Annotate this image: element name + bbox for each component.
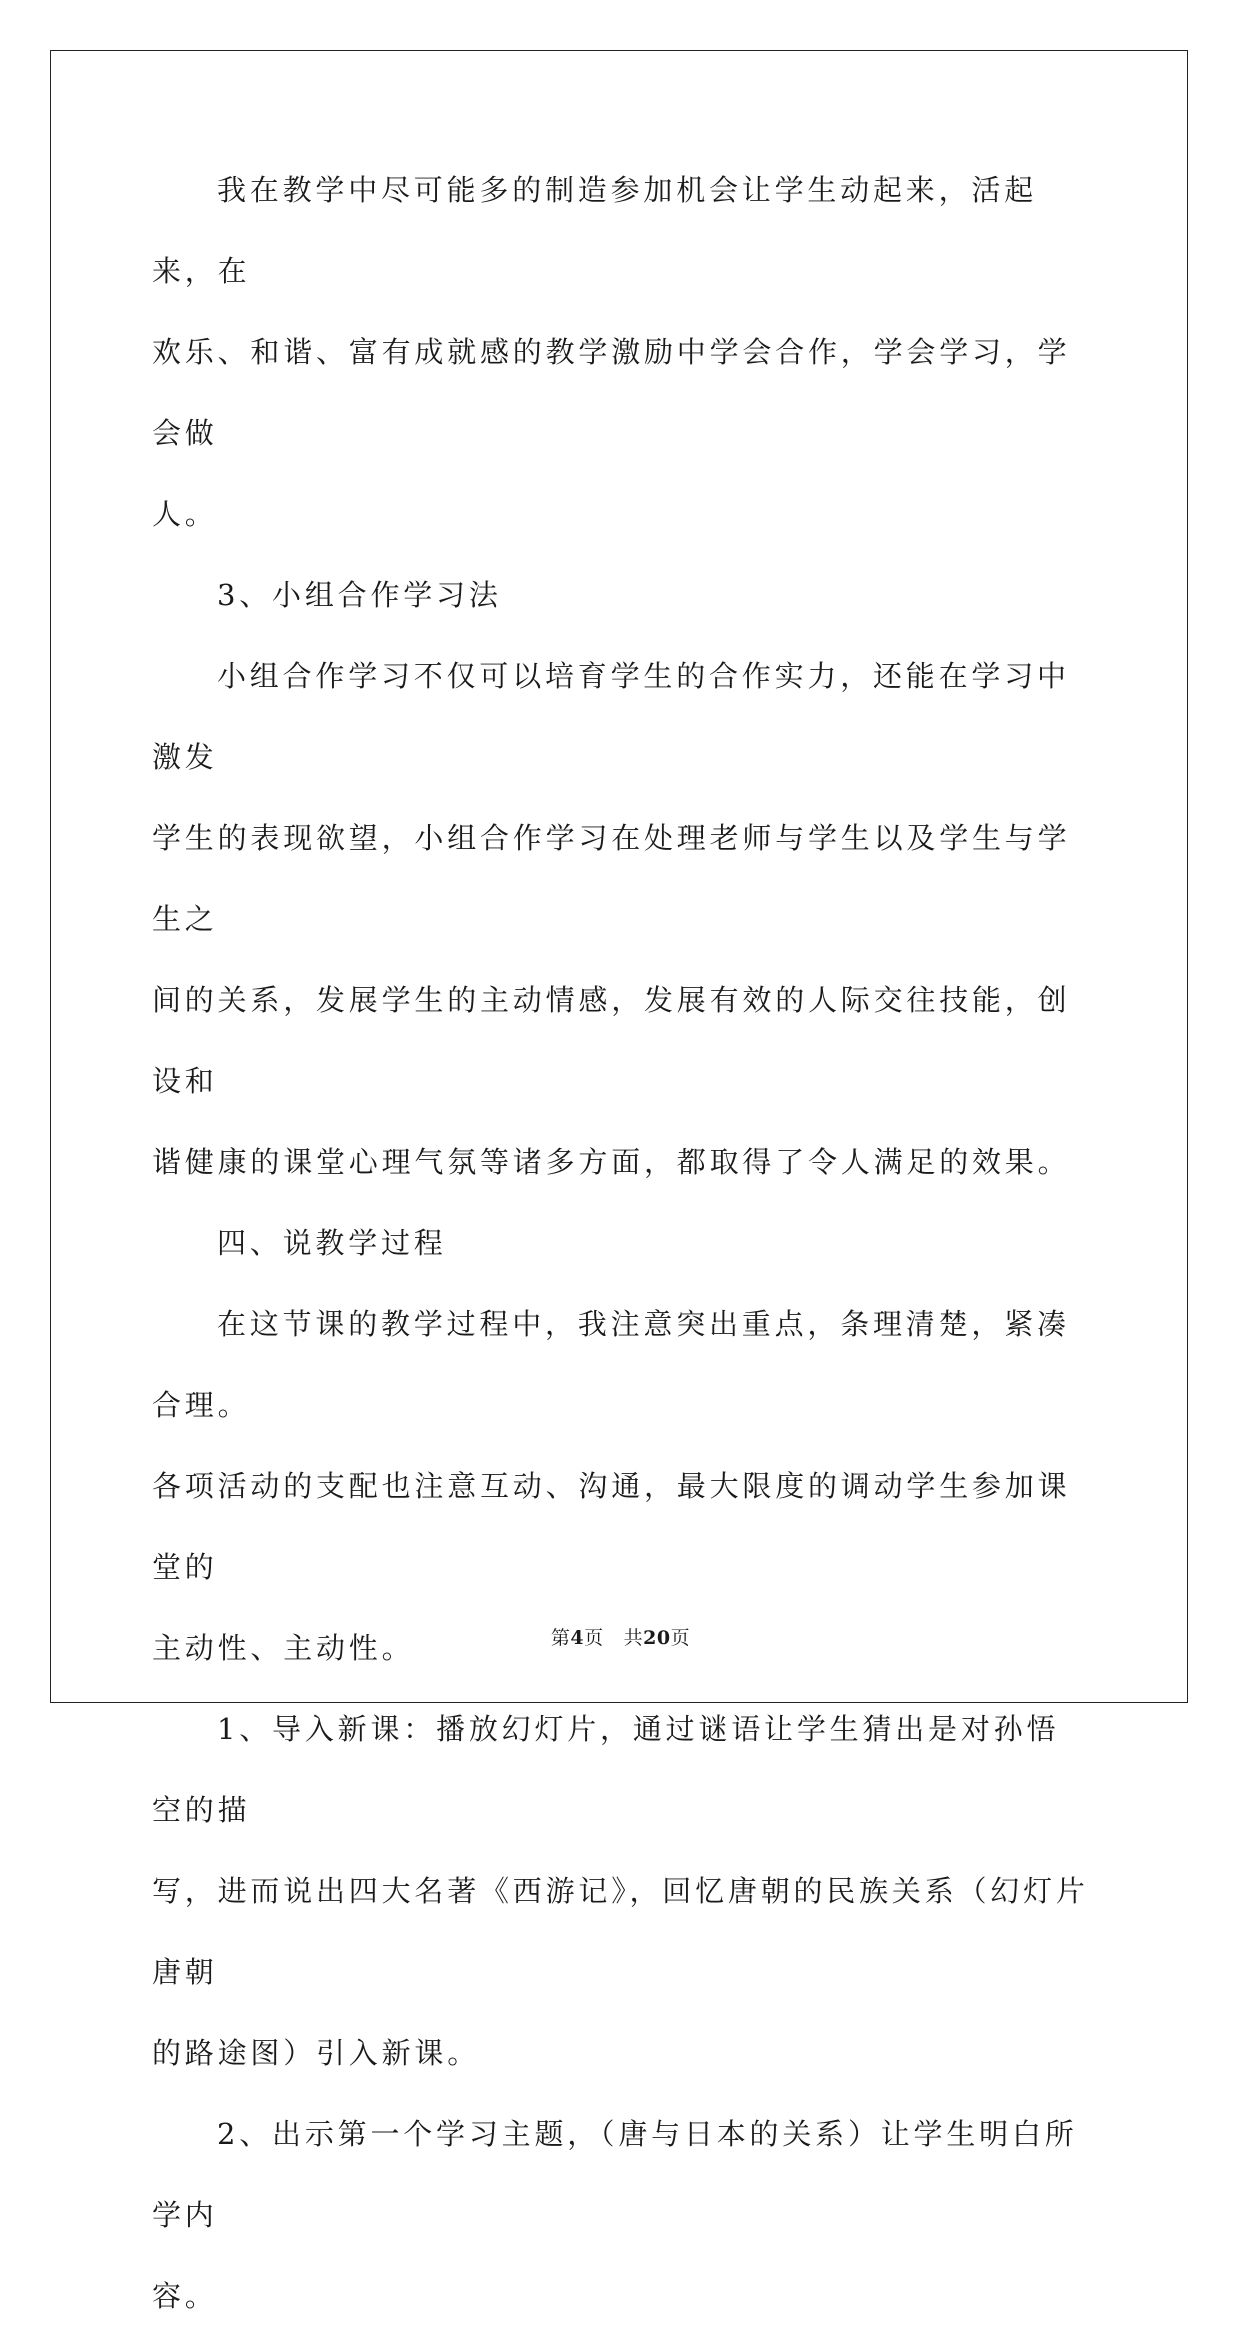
paragraph-classroom-participation — [152, 150, 1092, 555]
paragraph-group-learning — [152, 636, 1092, 1203]
total-pages: 20 — [643, 1627, 671, 1649]
page-suffix: 页 — [584, 1627, 604, 1649]
text-line: 学生的表现欲望，小组合作学习在处理老师与学生以及学生与学生之 — [152, 821, 1071, 936]
paragraph-step-first-theme — [152, 2094, 1092, 2337]
text-line: 间的关系，发展学生的主动情感，发展有效的人际交往技能，创设和 — [152, 983, 1071, 1098]
section-heading-group-learning — [152, 555, 1092, 636]
text-line: 的路途图）引入新课。 — [152, 2036, 481, 2070]
document-body — [152, 150, 1092, 2337]
paragraph-step-introduction — [152, 1689, 1092, 2094]
text-line: 1、导入新课：播放幻灯片，通过谜语让学生猜出是对孙悟空的描 — [152, 1712, 1060, 1827]
text-line: 各项活动的支配也注意互动、沟通，最大限度的调动学生参加课堂的 — [152, 1469, 1071, 1584]
page-number: 4 — [570, 1627, 585, 1649]
text-line: 2、出示第一个学习主题，（唐与日本的关系）让学生明白所学内 — [152, 2117, 1078, 2232]
text-line: 人。 — [152, 497, 218, 531]
text-line: 主动性、主动性。 — [152, 1631, 415, 1665]
page-footer — [0, 1623, 1241, 1650]
page-prefix: 第 — [550, 1627, 571, 1649]
text-line: 欢乐、和谐、富有成就感的教学激励中学会合作，学会学习，学会做 — [152, 335, 1071, 450]
text-line: 小组合作学习不仅可以培育学生的合作实力，还能在学习中激发 — [152, 659, 1070, 774]
total-suffix: 页 — [670, 1627, 691, 1649]
text-line: 在这节课的教学过程中，我注意突出重点，条理清楚，紧凑合理。 — [152, 1307, 1070, 1422]
text-line: 谐健康的课堂心理气氛等诸多方面，都取得了令人满足的效果。 — [152, 1145, 1071, 1179]
section-heading-teaching-process — [152, 1203, 1092, 1284]
text-line: 写，进而说出四大名著《西游记》，回忆唐朝的民族关系（幻灯片唐朝 — [152, 1874, 1089, 1989]
text-line: 四、说教学过程 — [217, 1226, 447, 1260]
total-prefix: 共 — [623, 1627, 644, 1649]
text-line: 容。 — [152, 2279, 218, 2313]
text-line: 我在教学中尽可能多的制造参加机会让学生动起来，活起来，在 — [152, 173, 1038, 288]
text-line: 3、小组合作学习法 — [217, 578, 502, 612]
